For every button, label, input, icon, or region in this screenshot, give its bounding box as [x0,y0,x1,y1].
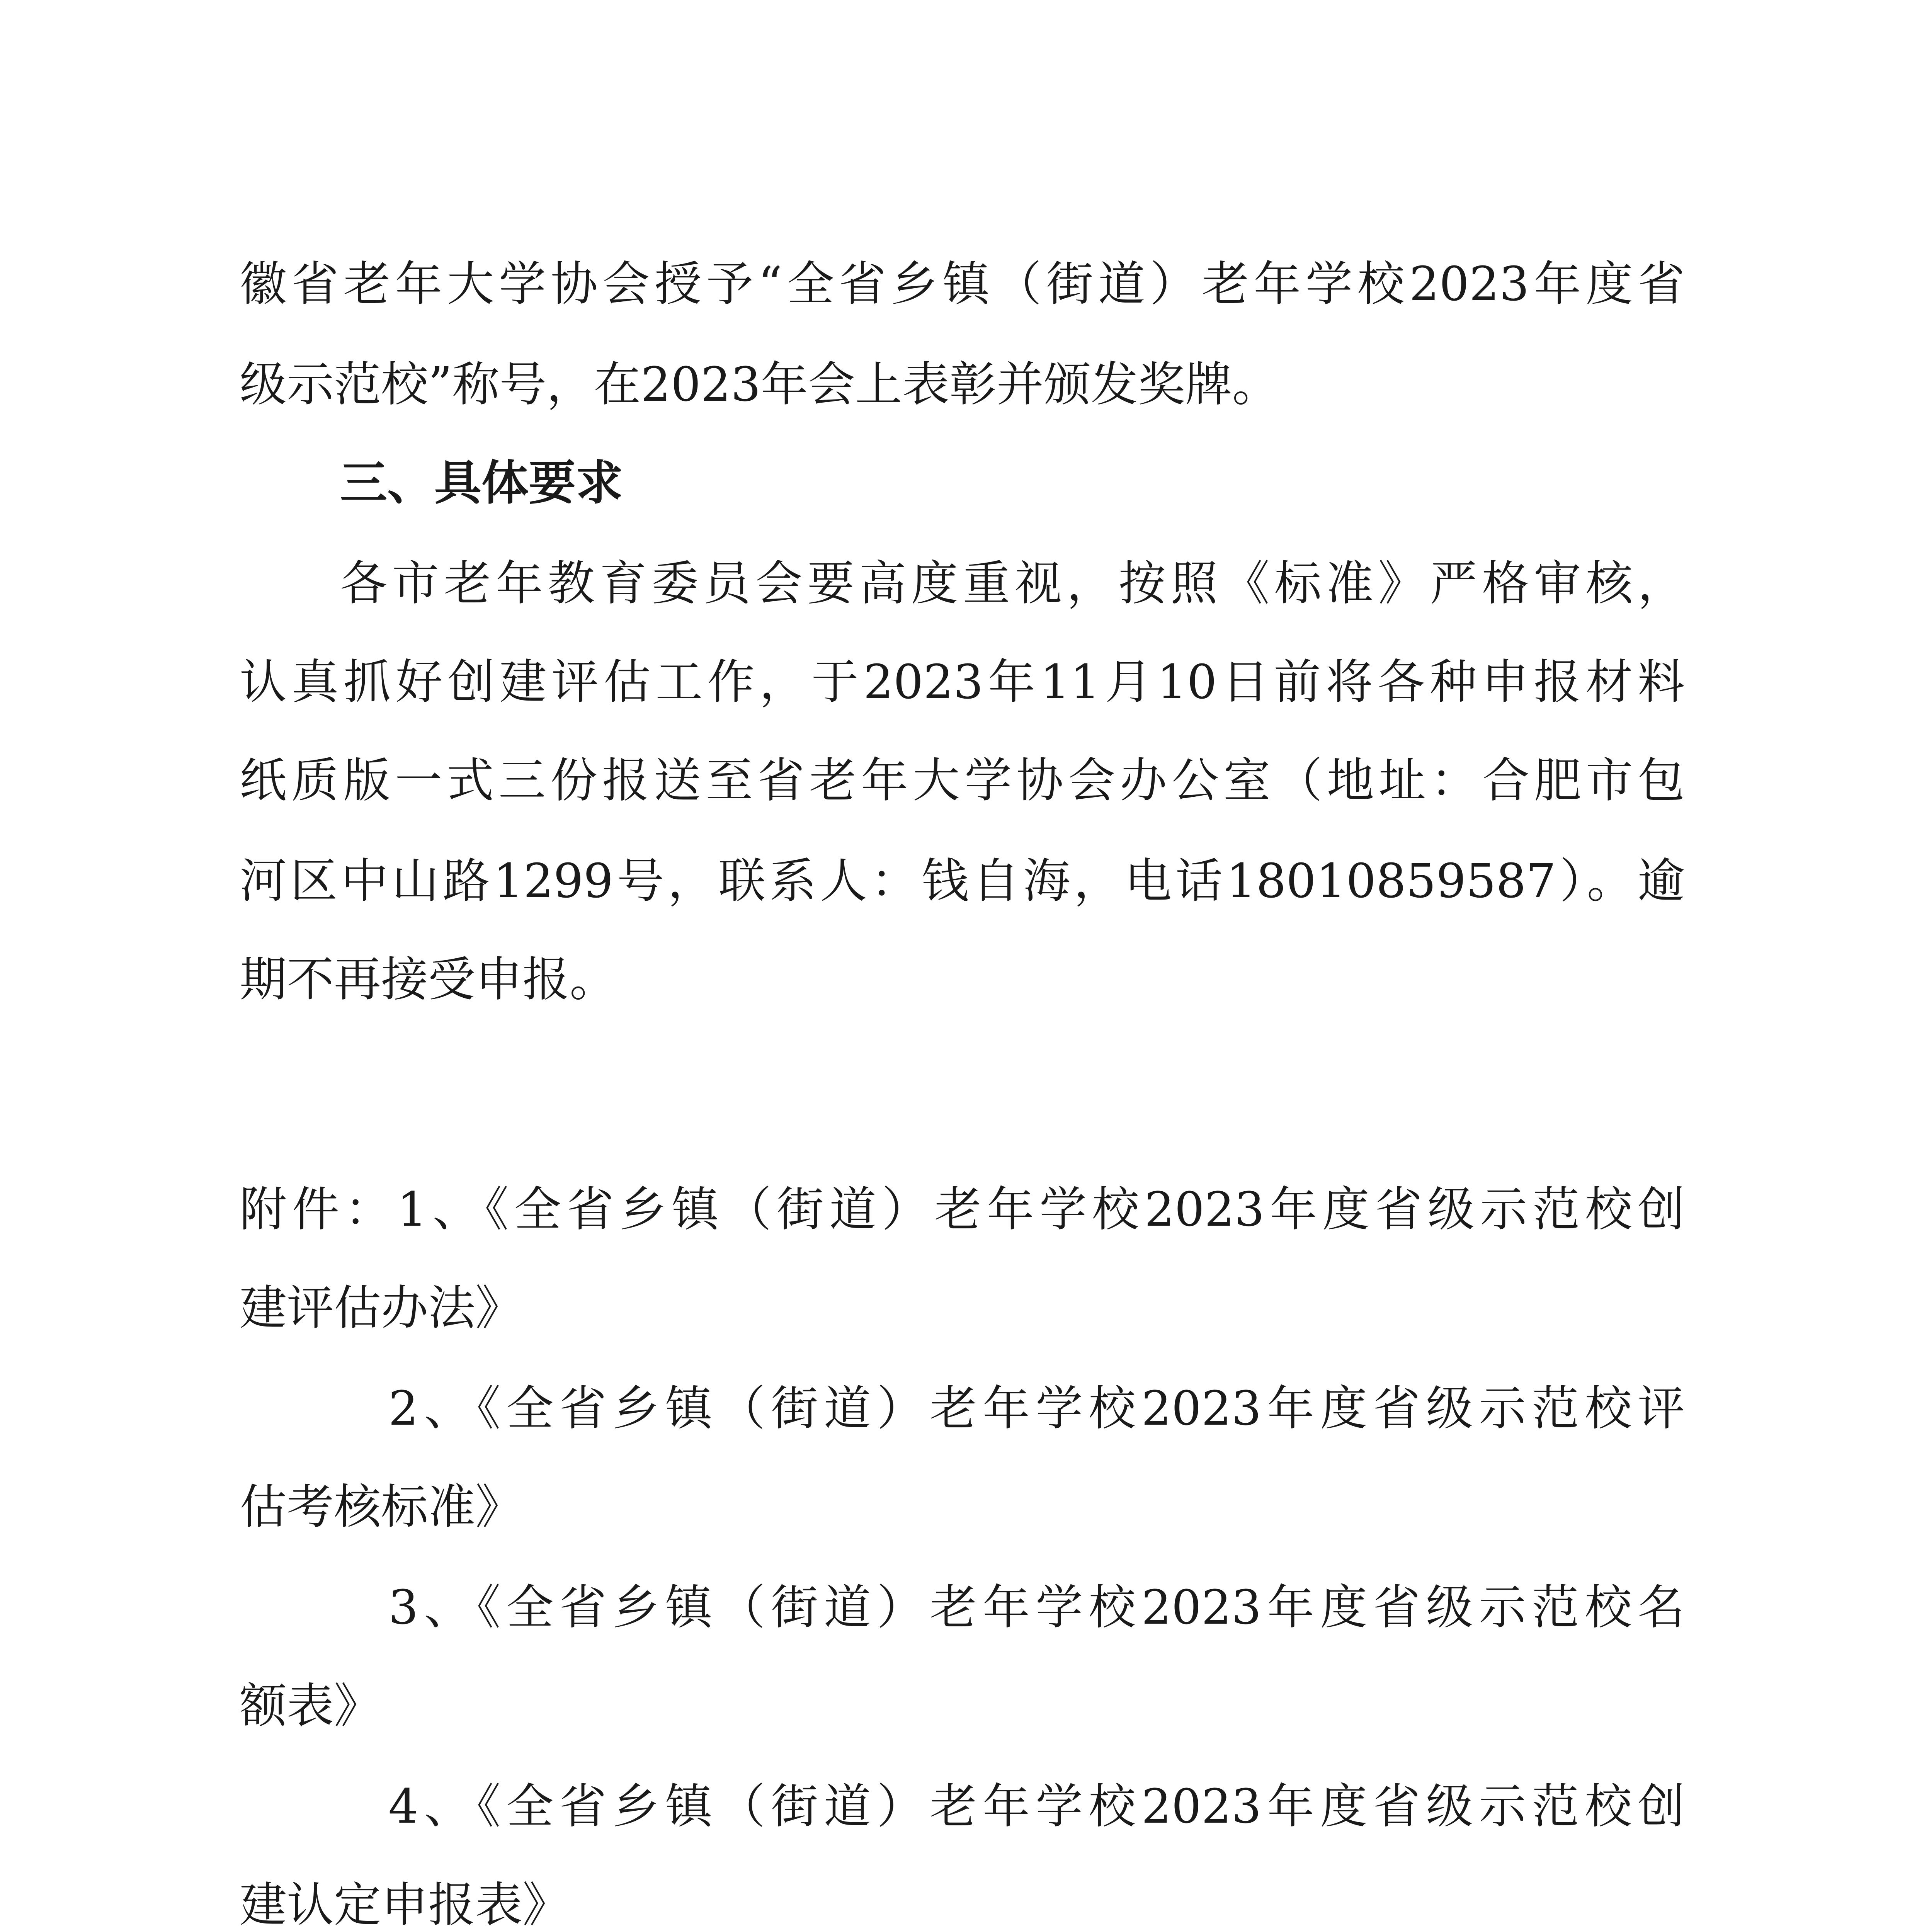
requirements-line: 纸质版一式三份报送至省老年大学协会办公室（地址：合肥市包 [240,753,1685,808]
requirements-line: 期不再接受申报。 [240,952,617,1007]
requirements-line: 认真抓好创建评估工作，于2023年11月10日前将各种申报材料 [240,655,1685,709]
requirements-line: 各市老年教育委员会要高度重视，按照《标准》严格审核， [340,556,1685,611]
attachment-3-line-2: 额表》 [240,1679,381,1733]
attachment-1-line-2: 建评估办法》 [240,1281,522,1335]
section-heading: 三、具体要求 [340,456,623,510]
attachment-4-line-1: 4、《全省乡镇（街道）老年学校2023年度省级示范校创 [388,1779,1685,1834]
attachment-3-line-1: 3、《全省乡镇（街道）老年学校2023年度省级示范校名 [388,1580,1685,1635]
attachment-1-line-1: 附件：1、《全省乡镇（街道）老年学校2023年度省级示范校创 [240,1182,1685,1237]
requirements-line: 河区中山路1299号，联系人：钱自海，电话18010859587）。逾 [240,854,1685,908]
attachment-2-line-2: 估考核标准》 [240,1480,522,1534]
body-line: 徽省老年大学协会授予“全省乡镇（街道）老年学校2023年度省 [240,257,1685,311]
attachment-2-line-1: 2、《全省乡镇（街道）老年学校2023年度省级示范校评 [388,1381,1685,1436]
body-line: 级示范校”称号，在2023年会上表彰并颁发奖牌。 [240,357,1279,412]
attachment-4-line-2: 建认定申报表》 [240,1878,570,1932]
